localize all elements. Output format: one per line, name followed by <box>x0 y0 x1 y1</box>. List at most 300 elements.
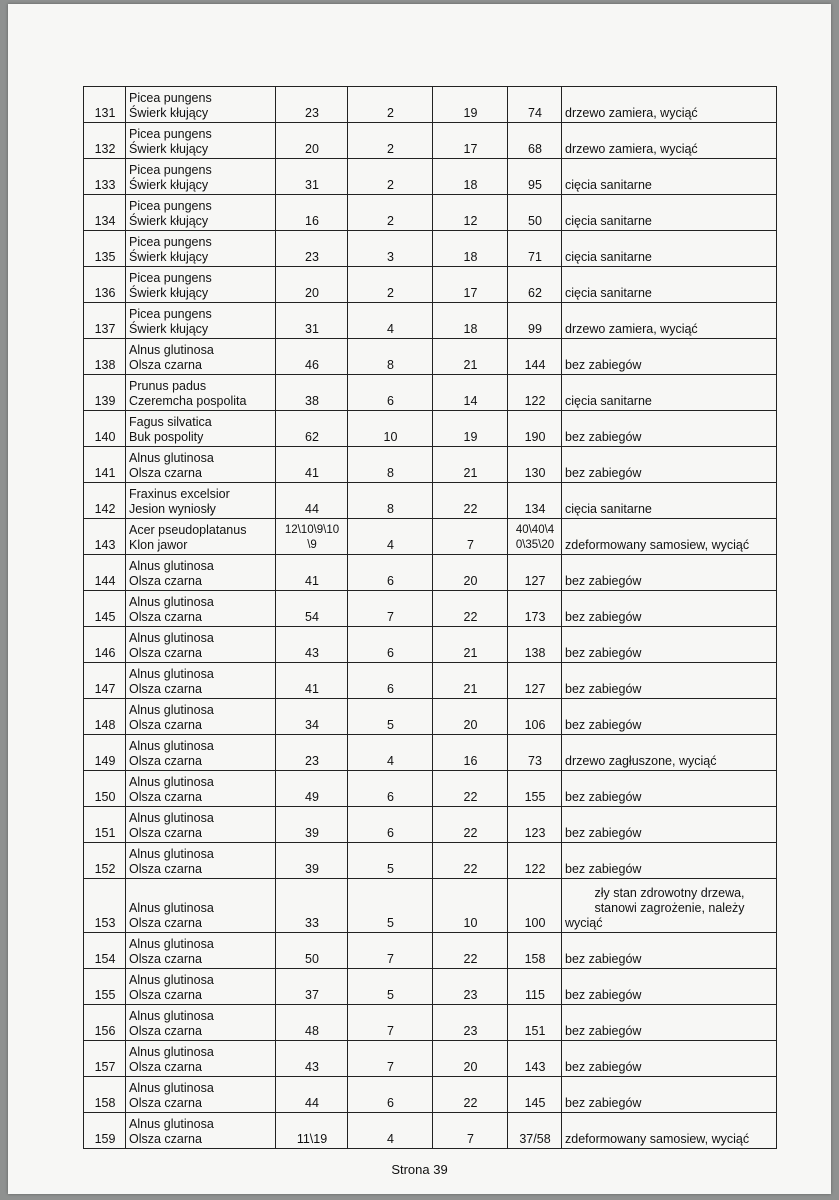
table-row <box>84 303 777 339</box>
species-cell <box>126 699 276 735</box>
tree-number: 152 <box>84 843 126 879</box>
table-row <box>84 699 777 735</box>
species-cell <box>126 555 276 591</box>
species-latin: Alnus glutinosa <box>129 667 214 681</box>
species-latin: Alnus glutinosa <box>129 1009 214 1023</box>
species-cell <box>126 159 276 195</box>
species-latin: Alnus glutinosa <box>129 1045 214 1059</box>
table-row <box>84 1077 777 1113</box>
table-row <box>84 483 777 519</box>
value-col-2: 7 <box>348 1005 433 1041</box>
tree-number: 140 <box>84 411 126 447</box>
species-polish: Klon jawor <box>129 538 188 552</box>
table-row <box>84 591 777 627</box>
species-latin: Alnus glutinosa <box>129 739 214 753</box>
value-col-3: 22 <box>433 933 508 969</box>
value-col-3: 21 <box>433 447 508 483</box>
value-col-1: 49 <box>276 771 348 807</box>
recommendation: cięcia sanitarne <box>562 159 777 195</box>
species-polish: Olsza czarna <box>129 358 202 372</box>
value-col-1: 33 <box>276 879 348 933</box>
recommendation: bez zabiegów <box>562 411 777 447</box>
tree-number: 135 <box>84 231 126 267</box>
value-col-4-line-2: 0\35\20 <box>515 539 555 551</box>
table-row <box>84 843 777 879</box>
tree-number: 155 <box>84 969 126 1005</box>
value-col-4: 143 <box>508 1041 562 1077</box>
table-row <box>84 339 777 375</box>
value-col-4: 145 <box>508 1077 562 1113</box>
value-col-4-line-1: 40\40\4 <box>515 524 555 536</box>
value-col-3: 22 <box>433 591 508 627</box>
table-row <box>84 447 777 483</box>
tree-number: 149 <box>84 735 126 771</box>
value-col-1: 16 <box>276 195 348 231</box>
value-col-4: 37/58 <box>508 1113 562 1149</box>
table-row <box>84 735 777 771</box>
value-col-4: 100 <box>508 879 562 933</box>
table-row <box>84 771 777 807</box>
species-polish: Olsza czarna <box>129 1024 202 1038</box>
value-col-4: 50 <box>508 195 562 231</box>
species-cell <box>126 519 276 555</box>
species-cell <box>126 375 276 411</box>
species-latin: Picea pungens <box>129 199 212 213</box>
species-polish: Olsza czarna <box>129 610 202 624</box>
species-polish: Buk pospolity <box>129 430 204 444</box>
species-latin: Acer pseudoplatanus <box>129 523 247 537</box>
value-col-2: 7 <box>348 591 433 627</box>
species-latin: Picea pungens <box>129 163 212 177</box>
tree-number: 154 <box>84 933 126 969</box>
value-col-4: 155 <box>508 771 562 807</box>
table-row <box>84 663 777 699</box>
value-col-2: 10 <box>348 411 433 447</box>
value-col-3: 7 <box>433 519 508 555</box>
tree-number: 134 <box>84 195 126 231</box>
value-col-3: 20 <box>433 1041 508 1077</box>
tree-number: 146 <box>84 627 126 663</box>
tree-number: 147 <box>84 663 126 699</box>
value-col-4: 151 <box>508 1005 562 1041</box>
species-cell <box>126 933 276 969</box>
value-col-1: 20 <box>276 123 348 159</box>
recommendation: bez zabiegów <box>562 663 777 699</box>
species-polish: Świerk kłujący <box>129 286 209 300</box>
species-latin: Alnus glutinosa <box>129 937 214 951</box>
value-col-3: 10 <box>433 879 508 933</box>
species-polish: Świerk kłujący <box>129 250 209 264</box>
value-col-1: 39 <box>276 843 348 879</box>
species-cell <box>126 735 276 771</box>
value-col-4: 71 <box>508 231 562 267</box>
table-row <box>84 1113 777 1149</box>
species-latin: Fraxinus excelsior <box>129 487 230 501</box>
value-col-4: 68 <box>508 123 562 159</box>
species-polish: Olsza czarna <box>129 1132 202 1146</box>
value-col-2: 6 <box>348 627 433 663</box>
value-col-1: 44 <box>276 483 348 519</box>
value-col-1: 20 <box>276 267 348 303</box>
recommendation: cięcia sanitarne <box>562 483 777 519</box>
value-col-4: 127 <box>508 555 562 591</box>
species-latin: Alnus glutinosa <box>129 559 214 573</box>
value-col-1-line-2: \9 <box>307 539 317 551</box>
value-col-2: 6 <box>348 663 433 699</box>
value-col-2: 4 <box>348 1113 433 1149</box>
recommendation: cięcia sanitarne <box>562 231 777 267</box>
value-col-4: 138 <box>508 627 562 663</box>
recommendation: bez zabiegów <box>562 843 777 879</box>
recommendation-line-2: stanowi zagrożenie, należy <box>594 901 745 915</box>
value-col-1: 41 <box>276 447 348 483</box>
species-latin: Alnus glutinosa <box>129 595 214 609</box>
table-row <box>84 411 777 447</box>
value-col-1-line-1: 12\10\9\10 <box>284 524 340 536</box>
table-row <box>84 555 777 591</box>
species-cell <box>126 123 276 159</box>
table-row <box>84 519 777 555</box>
value-col-3: 21 <box>433 627 508 663</box>
value-col-3: 23 <box>433 1005 508 1041</box>
species-latin: Alnus glutinosa <box>129 811 214 825</box>
species-latin: Picea pungens <box>129 127 212 141</box>
recommendation-line-3: wyciąć <box>565 916 603 930</box>
value-col-2: 4 <box>348 735 433 771</box>
tree-number: 157 <box>84 1041 126 1077</box>
tree-number: 145 <box>84 591 126 627</box>
species-latin: Alnus glutinosa <box>129 1117 214 1131</box>
recommendation <box>562 879 777 933</box>
species-cell <box>126 627 276 663</box>
species-cell <box>126 483 276 519</box>
species-cell <box>126 267 276 303</box>
value-col-4: 122 <box>508 375 562 411</box>
table-row <box>84 969 777 1005</box>
table-row <box>84 1005 777 1041</box>
species-latin: Alnus glutinosa <box>129 631 214 645</box>
recommendation: bez zabiegów <box>562 627 777 663</box>
value-col-3: 14 <box>433 375 508 411</box>
value-col-2: 8 <box>348 483 433 519</box>
value-col-2: 2 <box>348 267 433 303</box>
value-col-2: 8 <box>348 339 433 375</box>
value-col-3: 18 <box>433 303 508 339</box>
species-cell <box>126 879 276 933</box>
tree-number: 133 <box>84 159 126 195</box>
value-col-1: 23 <box>276 87 348 123</box>
value-col-3: 19 <box>433 87 508 123</box>
value-col-3: 18 <box>433 231 508 267</box>
species-polish: Olsza czarna <box>129 682 202 696</box>
species-cell <box>126 591 276 627</box>
table-row <box>84 627 777 663</box>
species-cell <box>126 447 276 483</box>
tree-number: 156 <box>84 1005 126 1041</box>
value-col-2: 5 <box>348 699 433 735</box>
value-col-2: 2 <box>348 87 433 123</box>
recommendation: bez zabiegów <box>562 969 777 1005</box>
value-col-2: 2 <box>348 123 433 159</box>
value-col-1: 41 <box>276 663 348 699</box>
recommendation: bez zabiegów <box>562 591 777 627</box>
species-polish: Olsza czarna <box>129 826 202 840</box>
species-latin: Alnus glutinosa <box>129 343 214 357</box>
species-cell <box>126 663 276 699</box>
value-col-2: 4 <box>348 519 433 555</box>
value-col-3: 23 <box>433 969 508 1005</box>
value-col-2: 6 <box>348 771 433 807</box>
value-col-2: 5 <box>348 969 433 1005</box>
tree-number: 151 <box>84 807 126 843</box>
tree-number: 131 <box>84 87 126 123</box>
tree-number: 132 <box>84 123 126 159</box>
value-col-4: 158 <box>508 933 562 969</box>
species-polish: Olsza czarna <box>129 1096 202 1110</box>
value-col-4: 173 <box>508 591 562 627</box>
value-col-3: 20 <box>433 555 508 591</box>
value-col-4: 95 <box>508 159 562 195</box>
species-cell <box>126 807 276 843</box>
tree-number: 139 <box>84 375 126 411</box>
species-polish: Olsza czarna <box>129 790 202 804</box>
value-col-2: 2 <box>348 159 433 195</box>
value-col-1: 50 <box>276 933 348 969</box>
value-col-4: 144 <box>508 339 562 375</box>
value-col-4: 73 <box>508 735 562 771</box>
recommendation: bez zabiegów <box>562 699 777 735</box>
species-polish: Olsza czarna <box>129 574 202 588</box>
recommendation: cięcia sanitarne <box>562 195 777 231</box>
value-col-2: 6 <box>348 555 433 591</box>
value-col-3: 22 <box>433 843 508 879</box>
document-page <box>8 4 831 1194</box>
table-row <box>84 933 777 969</box>
species-latin: Picea pungens <box>129 91 212 105</box>
value-col-1: 43 <box>276 1041 348 1077</box>
value-col-1: 62 <box>276 411 348 447</box>
table-row <box>84 267 777 303</box>
value-col-1: 23 <box>276 231 348 267</box>
tree-number: 158 <box>84 1077 126 1113</box>
value-col-3: 22 <box>433 807 508 843</box>
recommendation: bez zabiegów <box>562 933 777 969</box>
species-cell <box>126 231 276 267</box>
recommendation: drzewo zagłuszone, wyciąć <box>562 735 777 771</box>
tree-number: 138 <box>84 339 126 375</box>
value-col-4: 122 <box>508 843 562 879</box>
recommendation: bez zabiegów <box>562 1077 777 1113</box>
species-cell <box>126 339 276 375</box>
recommendation: cięcia sanitarne <box>562 267 777 303</box>
species-polish: Świerk kłujący <box>129 178 209 192</box>
species-latin: Picea pungens <box>129 307 212 321</box>
species-latin: Alnus glutinosa <box>129 1081 214 1095</box>
recommendation: bez zabiegów <box>562 555 777 591</box>
recommendation: zdeformowany samosiew, wyciąć <box>562 1113 777 1149</box>
table-row <box>84 375 777 411</box>
value-col-4: 123 <box>508 807 562 843</box>
value-col-4: 130 <box>508 447 562 483</box>
recommendation: drzewo zamiera, wyciąć <box>562 123 777 159</box>
species-polish: Czeremcha pospolita <box>129 394 247 408</box>
value-col-1: 31 <box>276 159 348 195</box>
species-cell <box>126 843 276 879</box>
tree-number: 136 <box>84 267 126 303</box>
species-polish: Świerk kłujący <box>129 106 209 120</box>
species-cell <box>126 87 276 123</box>
tree-number: 153 <box>84 879 126 933</box>
species-polish: Świerk kłujący <box>129 214 209 228</box>
species-latin: Alnus glutinosa <box>129 775 214 789</box>
species-cell <box>126 771 276 807</box>
table-row <box>84 123 777 159</box>
value-col-1: 34 <box>276 699 348 735</box>
species-cell <box>126 303 276 339</box>
recommendation: drzewo zamiera, wyciąć <box>562 303 777 339</box>
value-col-3: 22 <box>433 1077 508 1113</box>
species-latin: Alnus glutinosa <box>129 703 214 717</box>
value-col-2: 7 <box>348 933 433 969</box>
species-cell <box>126 411 276 447</box>
value-col-3: 22 <box>433 483 508 519</box>
value-col-4: 106 <box>508 699 562 735</box>
tree-number: 159 <box>84 1113 126 1149</box>
value-col-4: 62 <box>508 267 562 303</box>
species-latin: Fagus silvatica <box>129 415 212 429</box>
value-col-4: 74 <box>508 87 562 123</box>
species-polish: Olsza czarna <box>129 646 202 660</box>
value-col-4: 115 <box>508 969 562 1005</box>
tree-number: 150 <box>84 771 126 807</box>
value-col-1: 48 <box>276 1005 348 1041</box>
value-col-1: 37 <box>276 969 348 1005</box>
value-col-2: 8 <box>348 447 433 483</box>
table-row <box>84 879 777 933</box>
value-col-2: 4 <box>348 303 433 339</box>
species-polish: Olsza czarna <box>129 952 202 966</box>
value-col-2: 2 <box>348 195 433 231</box>
table-row <box>84 159 777 195</box>
value-col-3: 21 <box>433 339 508 375</box>
value-col-3: 17 <box>433 267 508 303</box>
species-polish: Olsza czarna <box>129 718 202 732</box>
page-number: Strona 39 <box>391 1162 448 1177</box>
species-polish: Jesion wyniosły <box>129 502 216 516</box>
species-latin: Alnus glutinosa <box>129 901 214 915</box>
species-polish: Świerk kłujący <box>129 142 209 156</box>
value-col-3: 21 <box>433 663 508 699</box>
table-row <box>84 807 777 843</box>
tree-number: 141 <box>84 447 126 483</box>
value-col-1 <box>276 519 348 555</box>
recommendation-line-1: zły stan zdrowotny drzewa, <box>594 886 745 900</box>
value-col-1: 39 <box>276 807 348 843</box>
species-polish: Olsza czarna <box>129 1060 202 1074</box>
value-col-2: 5 <box>348 843 433 879</box>
value-col-3: 19 <box>433 411 508 447</box>
recommendation: bez zabiegów <box>562 1041 777 1077</box>
recommendation: bez zabiegów <box>562 1005 777 1041</box>
value-col-3: 7 <box>433 1113 508 1149</box>
recommendation: bez zabiegów <box>562 771 777 807</box>
value-col-2: 6 <box>348 807 433 843</box>
value-col-2: 6 <box>348 375 433 411</box>
recommendation: bez zabiegów <box>562 447 777 483</box>
value-col-1: 41 <box>276 555 348 591</box>
table-row <box>84 231 777 267</box>
value-col-3: 18 <box>433 159 508 195</box>
table-row <box>84 1041 777 1077</box>
species-cell <box>126 195 276 231</box>
value-col-3: 22 <box>433 771 508 807</box>
value-col-2: 6 <box>348 1077 433 1113</box>
value-col-2: 3 <box>348 231 433 267</box>
species-cell <box>126 1005 276 1041</box>
recommendation: cięcia sanitarne <box>562 375 777 411</box>
value-col-4 <box>508 519 562 555</box>
tree-inventory-table <box>83 86 777 1149</box>
species-latin: Alnus glutinosa <box>129 973 214 987</box>
species-cell <box>126 1041 276 1077</box>
species-latin: Picea pungens <box>129 235 212 249</box>
tree-number: 143 <box>84 519 126 555</box>
value-col-4: 134 <box>508 483 562 519</box>
species-cell <box>126 1113 276 1149</box>
value-col-4: 99 <box>508 303 562 339</box>
table-row <box>84 87 777 123</box>
recommendation: zdeformowany samosiew, wyciąć <box>562 519 777 555</box>
value-col-1: 31 <box>276 303 348 339</box>
value-col-1: 44 <box>276 1077 348 1113</box>
tree-number: 142 <box>84 483 126 519</box>
value-col-3: 17 <box>433 123 508 159</box>
species-polish: Olsza czarna <box>129 916 202 930</box>
value-col-4: 127 <box>508 663 562 699</box>
species-polish: Olsza czarna <box>129 988 202 1002</box>
species-polish: Olsza czarna <box>129 754 202 768</box>
value-col-1: 11\19 <box>276 1113 348 1149</box>
species-polish: Świerk kłujący <box>129 322 209 336</box>
value-col-2: 5 <box>348 879 433 933</box>
table-body <box>84 87 777 1149</box>
value-col-3: 12 <box>433 195 508 231</box>
species-polish: Olsza czarna <box>129 466 202 480</box>
value-col-1: 54 <box>276 591 348 627</box>
value-col-1: 46 <box>276 339 348 375</box>
species-latin: Picea pungens <box>129 271 212 285</box>
value-col-3: 16 <box>433 735 508 771</box>
value-col-1: 43 <box>276 627 348 663</box>
value-col-1: 23 <box>276 735 348 771</box>
value-col-2: 7 <box>348 1041 433 1077</box>
tree-number: 137 <box>84 303 126 339</box>
species-latin: Prunus padus <box>129 379 207 393</box>
tree-number: 148 <box>84 699 126 735</box>
recommendation: bez zabiegów <box>562 339 777 375</box>
value-col-4: 190 <box>508 411 562 447</box>
species-polish: Olsza czarna <box>129 862 202 876</box>
table-row <box>84 195 777 231</box>
species-cell <box>126 969 276 1005</box>
species-latin: Alnus glutinosa <box>129 451 214 465</box>
value-col-3: 20 <box>433 699 508 735</box>
recommendation: bez zabiegów <box>562 807 777 843</box>
species-cell <box>126 1077 276 1113</box>
recommendation: drzewo zamiera, wyciąć <box>562 87 777 123</box>
species-latin: Alnus glutinosa <box>129 847 214 861</box>
tree-number: 144 <box>84 555 126 591</box>
